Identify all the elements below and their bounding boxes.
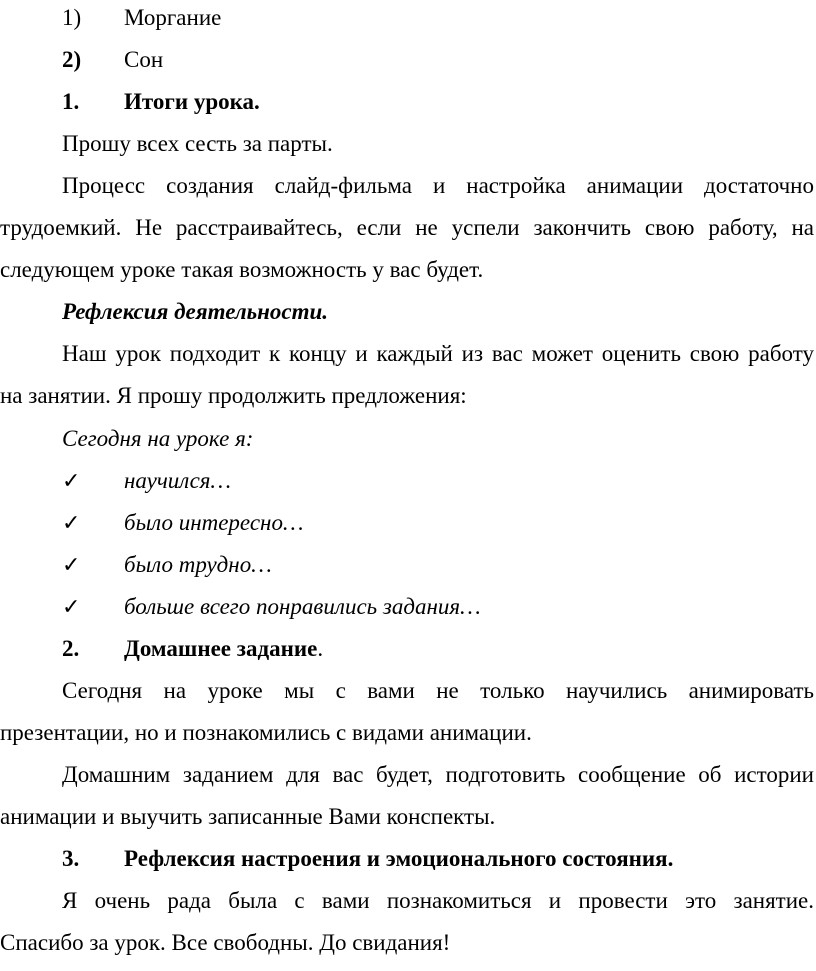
paragraph-line: на занятии. Я прошу продолжить предложения: — [0, 383, 467, 408]
checklist-text: больше всего понравились задания… — [124, 594, 481, 619]
paragraph-line: трудоемкий. Не расстраивайтесь, если не успели закончить свою работу, на — [0, 215, 814, 240]
paragraph-sit-down: Прошу всех сесть за парты. — [62, 131, 333, 156]
checklist-text: было интересно… — [124, 510, 304, 535]
today-intro: Сегодня на уроке я: — [62, 426, 254, 451]
list-text: Моргание — [124, 5, 222, 30]
paragraph-line: Процесс создания слайд-фильма и настройка анимации достаточно — [62, 173, 814, 198]
paragraph-line: презентации, но и познакомились с видами анимации. — [0, 720, 532, 745]
checkmark-icon: ✓ — [62, 553, 81, 578]
list-number: 2) — [62, 47, 82, 72]
section-title-trail: . — [317, 636, 324, 661]
section-number: 3. — [62, 846, 80, 871]
paragraph-line: Сегодня на уроке мы с вами не только научились анимировать — [62, 678, 814, 703]
checklist-text: было трудно… — [124, 552, 272, 577]
paragraph-line: Домашним заданием для вас будет, подготовить сообщение об истории — [62, 762, 814, 787]
list-text: Сон — [124, 47, 164, 72]
checkmark-icon: ✓ — [62, 511, 81, 536]
paragraph-line: следующем уроке такая возможность у вас будет. — [0, 257, 484, 282]
section-title: Домашнее задание — [124, 636, 318, 661]
checkmark-icon: ✓ — [62, 595, 81, 620]
checkmark-icon: ✓ — [62, 469, 81, 494]
section-number: 2. — [62, 636, 80, 661]
reflection-heading: Рефлексия деятельности. — [62, 299, 329, 324]
paragraph-line: анимации и выучить записанные Вами конспекты. — [0, 804, 496, 829]
list-number: 1) — [62, 5, 82, 30]
section-title: Рефлексия настроения и эмоционального состояния. — [124, 846, 674, 871]
paragraph-line: Я очень рада была с вами познакомиться и провести это занятие. — [62, 888, 814, 913]
section-number: 1. — [62, 89, 80, 114]
paragraph-line: Наш урок подходит к концу и каждый из вас может оценить свою работу — [62, 341, 814, 366]
paragraph-line: Спасибо за урок. Все свободны. До свидания! — [0, 930, 451, 955]
section-title: Итоги урока. — [124, 89, 260, 114]
checklist-text: научился… — [124, 468, 231, 493]
